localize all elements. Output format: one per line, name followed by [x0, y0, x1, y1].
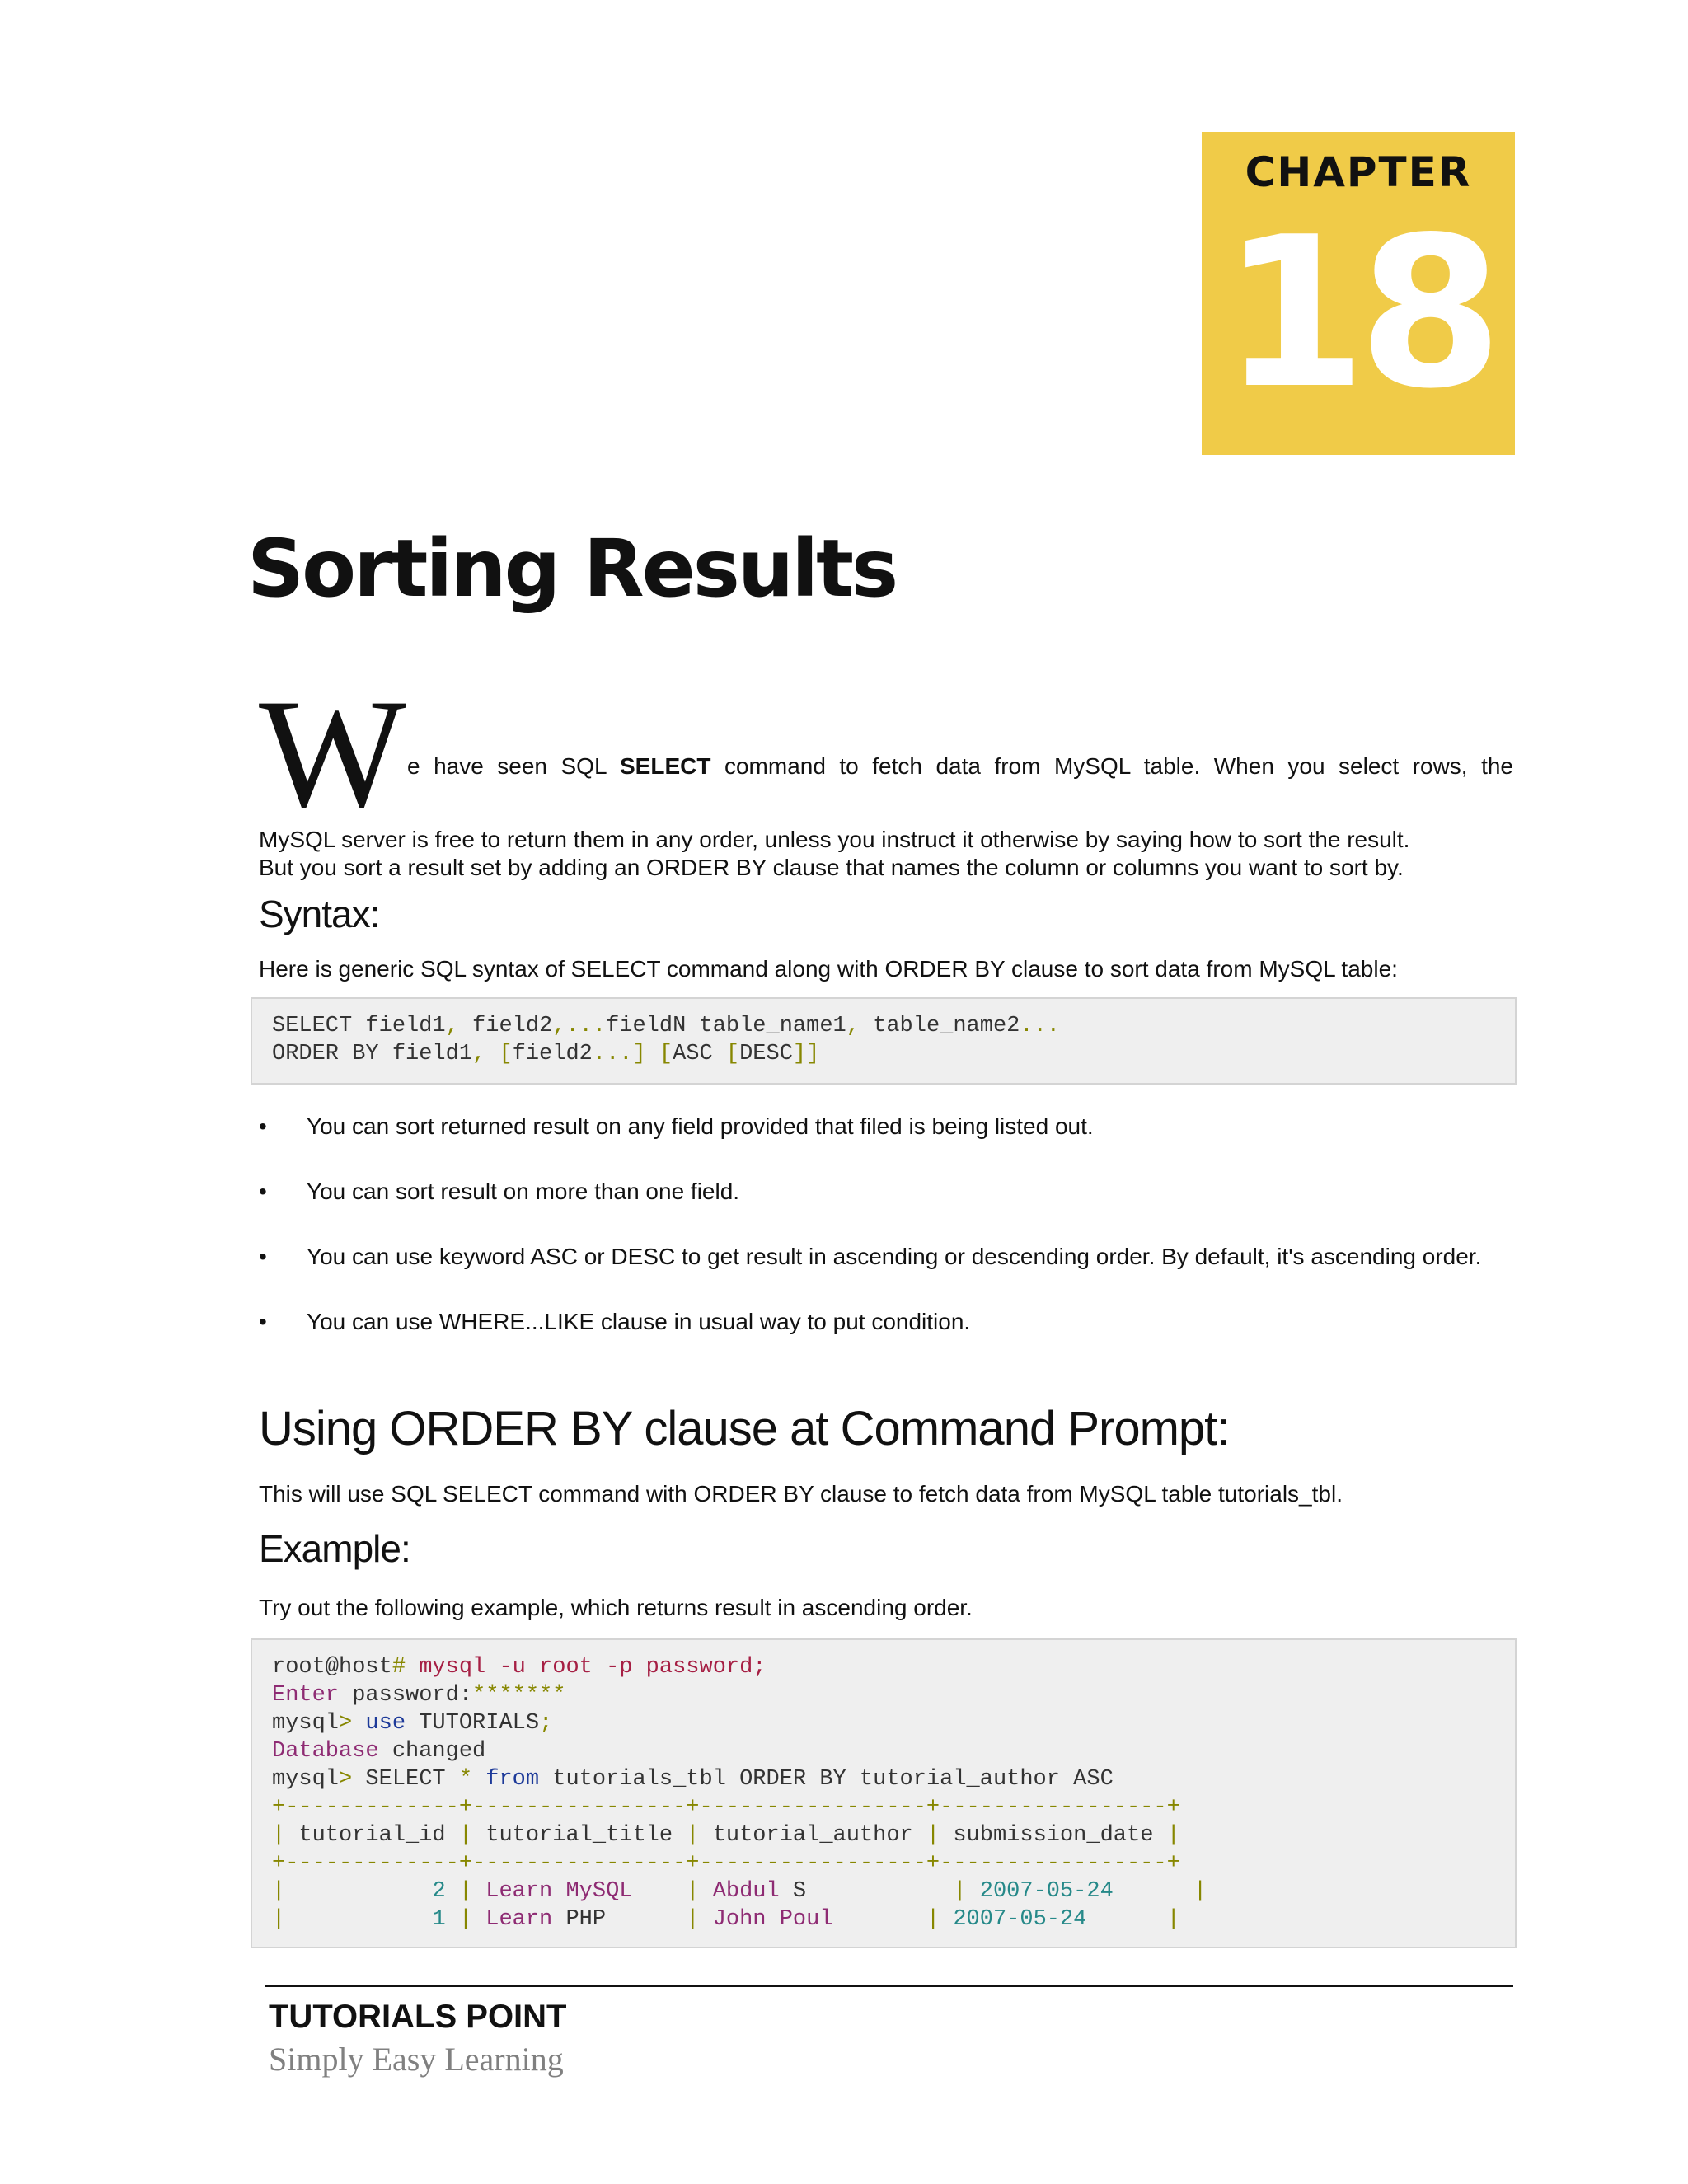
- code-token: PHP: [552, 1907, 687, 1932]
- code-token: +-------------+----------------+-----------------+-----------------+: [272, 1851, 1180, 1876]
- code-token: DESC: [739, 1042, 793, 1066]
- code-token: |: [686, 1823, 700, 1848]
- code-token: |: [1166, 1823, 1180, 1848]
- bullet-item: [259, 1308, 1513, 1336]
- page-title: Sorting Results: [247, 523, 897, 615]
- footer-brand: TUTORIALS POINT: [269, 1999, 567, 2035]
- code-token: TUTORIALS: [406, 1711, 540, 1736]
- code-token: SELECT field1: [272, 1014, 446, 1038]
- code-token: ,...: [552, 1014, 607, 1038]
- code-token: tutorials_tbl ORDER BY tutorial_author ASC: [539, 1767, 1114, 1792]
- code-token: [940, 1907, 953, 1932]
- code-token: +-------------+----------------+-----------------+-----------------+: [272, 1795, 1180, 1820]
- code-token: ,: [472, 1042, 486, 1066]
- syntax-description: Here is generic SQL syntax of SELECT command along with ORDER BY clause to sort data from MySQL table:: [259, 956, 1398, 982]
- bullet-dot: •: [259, 1309, 267, 1334]
- code-token: Poul: [779, 1907, 833, 1932]
- code-token: [552, 1879, 565, 1904]
- code-token: from: [485, 1767, 540, 1792]
- code-token: ...: [1020, 1014, 1060, 1038]
- example-description: Try out the following example, which returns result in ascending order.: [259, 1595, 973, 1620]
- code-token: submission_date: [940, 1823, 1167, 1848]
- code-token: field2: [458, 1014, 553, 1038]
- code-token: [1086, 1907, 1166, 1932]
- code-token: |: [458, 1907, 473, 1932]
- code-token: [632, 1879, 686, 1904]
- code-token: ,: [445, 1014, 459, 1038]
- code-token: |: [1166, 1907, 1180, 1932]
- code-token: [472, 1879, 485, 1904]
- bullet-item: [259, 1113, 1513, 1141]
- code-token: [700, 1879, 713, 1904]
- code-token: [967, 1879, 980, 1904]
- bullet-list: [259, 1113, 1513, 1373]
- chapter-label: CHAPTER: [1245, 148, 1472, 196]
- code-token: Enter: [272, 1683, 340, 1708]
- footer-divider: [265, 1985, 1513, 1987]
- code-token: |: [272, 1879, 286, 1904]
- code-token: |: [272, 1823, 286, 1848]
- code-token: mysql: [272, 1711, 340, 1736]
- code-token: ORDER BY field1: [272, 1042, 473, 1066]
- code-token: Learn: [485, 1907, 553, 1932]
- code-token: #: [392, 1655, 406, 1680]
- code-token: |: [953, 1879, 967, 1904]
- chapter-number: 18: [1221, 193, 1495, 434]
- code-token: ASC: [673, 1042, 726, 1066]
- code-token: [700, 1907, 713, 1932]
- code-token: |: [272, 1907, 286, 1932]
- code-token: [1114, 1879, 1193, 1904]
- code-token: [472, 1907, 485, 1932]
- code-token: ;: [539, 1711, 553, 1736]
- order-by-heading: Using ORDER BY clause at Command Prompt:: [259, 1402, 1230, 1455]
- code-token: 2: [432, 1879, 446, 1904]
- code-token: |: [686, 1907, 700, 1932]
- chapter-badge: [1202, 132, 1515, 455]
- bullet-text: You can sort result on more than one field.: [307, 1179, 740, 1204]
- code-token: tutorial_id: [285, 1823, 459, 1848]
- code-token: tutorial_author: [699, 1823, 926, 1848]
- syntax-code-block: [251, 997, 1517, 1085]
- code-token: |: [686, 1879, 700, 1904]
- code-token: >: [339, 1767, 353, 1792]
- intro-text: command to fetch data from MySQL table. When you select rows, the: [710, 753, 1513, 779]
- code-token: [446, 1907, 459, 1932]
- intro-line: But you sort a result set by adding an ORDER BY clause that names the column or columns you want to sort by.: [259, 855, 1404, 880]
- code-token: [352, 1711, 365, 1736]
- code-token: |: [926, 1907, 940, 1932]
- intro-bold-select: SELECT: [620, 753, 711, 779]
- drop-cap: W: [259, 668, 407, 841]
- intro-continuation: [259, 826, 1513, 882]
- bullet-text: You can use keyword ASC or DESC to get result in ascending or descending order. By default, it's ascending order.: [307, 1244, 1482, 1269]
- intro-line: MySQL server is free to return them in any order, unless you instruct it otherwise by saying how to sort the result.: [259, 827, 1410, 852]
- code-token: |: [1193, 1879, 1207, 1904]
- code-token: [: [499, 1042, 513, 1066]
- code-token: Database: [272, 1739, 379, 1764]
- code-token: John: [712, 1907, 767, 1932]
- code-token: 1: [432, 1907, 446, 1932]
- code-token: |: [458, 1823, 473, 1848]
- code-token: Abdul: [712, 1879, 780, 1904]
- bullet-item: [259, 1178, 1513, 1206]
- footer-tagline: Simply Easy Learning: [269, 2041, 564, 2078]
- code-token: 2007-05-24: [953, 1907, 1087, 1932]
- code-token: SELECT: [352, 1767, 459, 1792]
- code-token: field2: [512, 1042, 593, 1066]
- example-code-block: [251, 1638, 1517, 1948]
- code-token: root@host: [272, 1655, 392, 1680]
- code-token: use: [365, 1711, 406, 1736]
- code-token: [: [725, 1042, 740, 1066]
- code-token: tutorial_title: [472, 1823, 687, 1848]
- bullet-dot: •: [259, 1244, 267, 1269]
- code-token: [472, 1767, 485, 1792]
- intro-first-line: [407, 752, 1513, 780]
- code-token: password:: [339, 1683, 473, 1708]
- code-token: [646, 1042, 659, 1066]
- code-token: [485, 1042, 499, 1066]
- bullet-dot: •: [259, 1179, 267, 1204]
- code-token: ]]: [792, 1042, 820, 1066]
- order-by-description: This will use SQL SELECT command with ORDER BY clause to fetch data from MySQL table tutorials_tbl.: [259, 1481, 1343, 1507]
- code-token: table_name2: [859, 1014, 1020, 1038]
- code-token: Learn: [485, 1879, 553, 1904]
- code-token: MySQL: [565, 1879, 633, 1904]
- code-token: [285, 1907, 432, 1932]
- code-token: [: [659, 1042, 673, 1066]
- code-token: changed: [378, 1739, 486, 1764]
- code-token: |: [926, 1823, 940, 1848]
- code-token: ,: [846, 1014, 860, 1038]
- bullet-text: You can use WHERE...LIKE clause in usual way to put condition.: [307, 1309, 971, 1334]
- code-token: [446, 1879, 459, 1904]
- code-token: |: [458, 1879, 473, 1904]
- bullet-text: You can sort returned result on any field provided that filed is being listed out.: [307, 1113, 1094, 1139]
- code-token: mysql -u root -p password;: [406, 1655, 767, 1680]
- bullet-item: [259, 1243, 1513, 1271]
- code-token: ...]: [592, 1042, 646, 1066]
- code-token: S: [779, 1879, 954, 1904]
- intro-text: e have seen SQL: [407, 753, 620, 779]
- code-token: >: [339, 1711, 353, 1736]
- code-token: [767, 1907, 780, 1932]
- syntax-heading: Syntax:: [259, 893, 380, 935]
- code-token: *: [458, 1767, 473, 1792]
- code-token: *******: [472, 1683, 566, 1708]
- code-token: mysql: [272, 1767, 340, 1792]
- example-heading: Example:: [259, 1527, 410, 1570]
- code-token: [285, 1879, 432, 1904]
- code-token: [833, 1907, 926, 1932]
- code-token: fieldN table_name1: [606, 1014, 846, 1038]
- bullet-dot: •: [259, 1113, 267, 1139]
- code-token: 2007-05-24: [979, 1879, 1114, 1904]
